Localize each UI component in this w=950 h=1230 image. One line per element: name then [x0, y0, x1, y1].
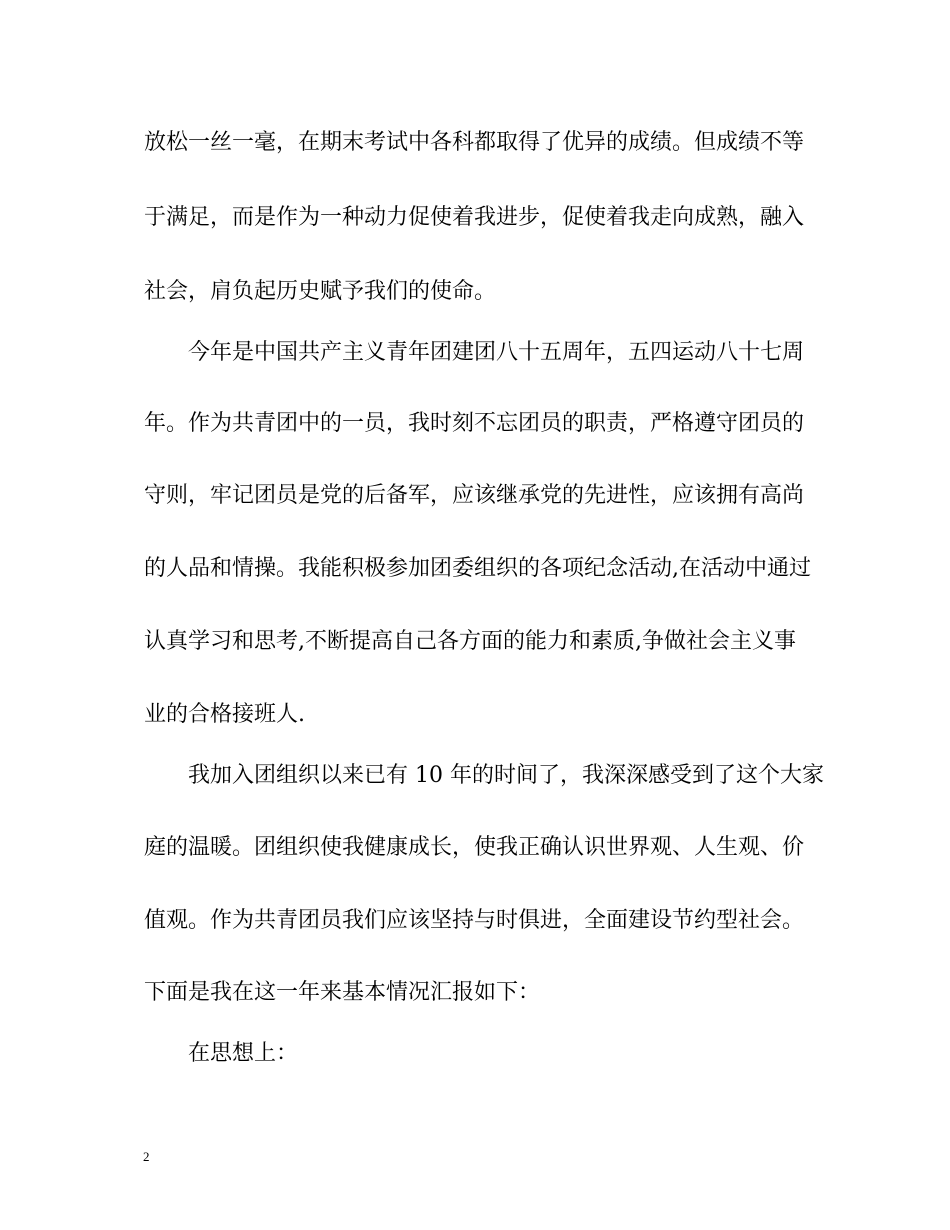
paragraph-line: 庭的温暖。团组织使我健康成长，使我正确认识世界观、人生观、价: [144, 835, 805, 860]
paragraph-line: 今年是中国共产主义青年团建团八十五周年，五四运动八十七周: [188, 340, 805, 365]
paragraph-line: 认真学习和思考,不断提高自己各方面的能力和素质,争做社会主义事: [144, 629, 796, 654]
paragraph-line: 守则，牢记团员是党的后备军，应该继承党的先进性，应该拥有高尚: [144, 483, 805, 508]
paragraph-line: 的人品和情操。我能积极参加团委组织的各项纪念活动,在活动中通过: [144, 556, 811, 581]
paragraph-line: 社会，肩负起历史赋予我们的使命。: [144, 279, 497, 304]
paragraph-line: 值观。作为共青团员我们应该坚持与时俱进，全面建设节约型社会。: [144, 908, 805, 933]
paragraph-line: 我加入团组织以来已有 10 年的时间了，我深深感受到了这个大家: [188, 763, 824, 788]
paragraph-line: 放松一丝一毫，在期末考试中各科都取得了优异的成绩。但成绩不等: [144, 130, 805, 155]
section-heading: 在思想上：: [188, 1041, 299, 1066]
paragraph-line: 下面是我在这一年来基本情况汇报如下：: [144, 980, 541, 1005]
paragraph-line: 于满足，而是作为一种动力促使着我进步，促使着我走向成熟，融入: [144, 205, 805, 230]
paragraph-line: 业的合格接班人.: [144, 702, 305, 727]
paragraph-line: 年。作为共青团中的一员，我时刻不忘团员的职责，严格遵守团员的: [144, 411, 805, 436]
page-number: 2: [143, 1149, 150, 1164]
